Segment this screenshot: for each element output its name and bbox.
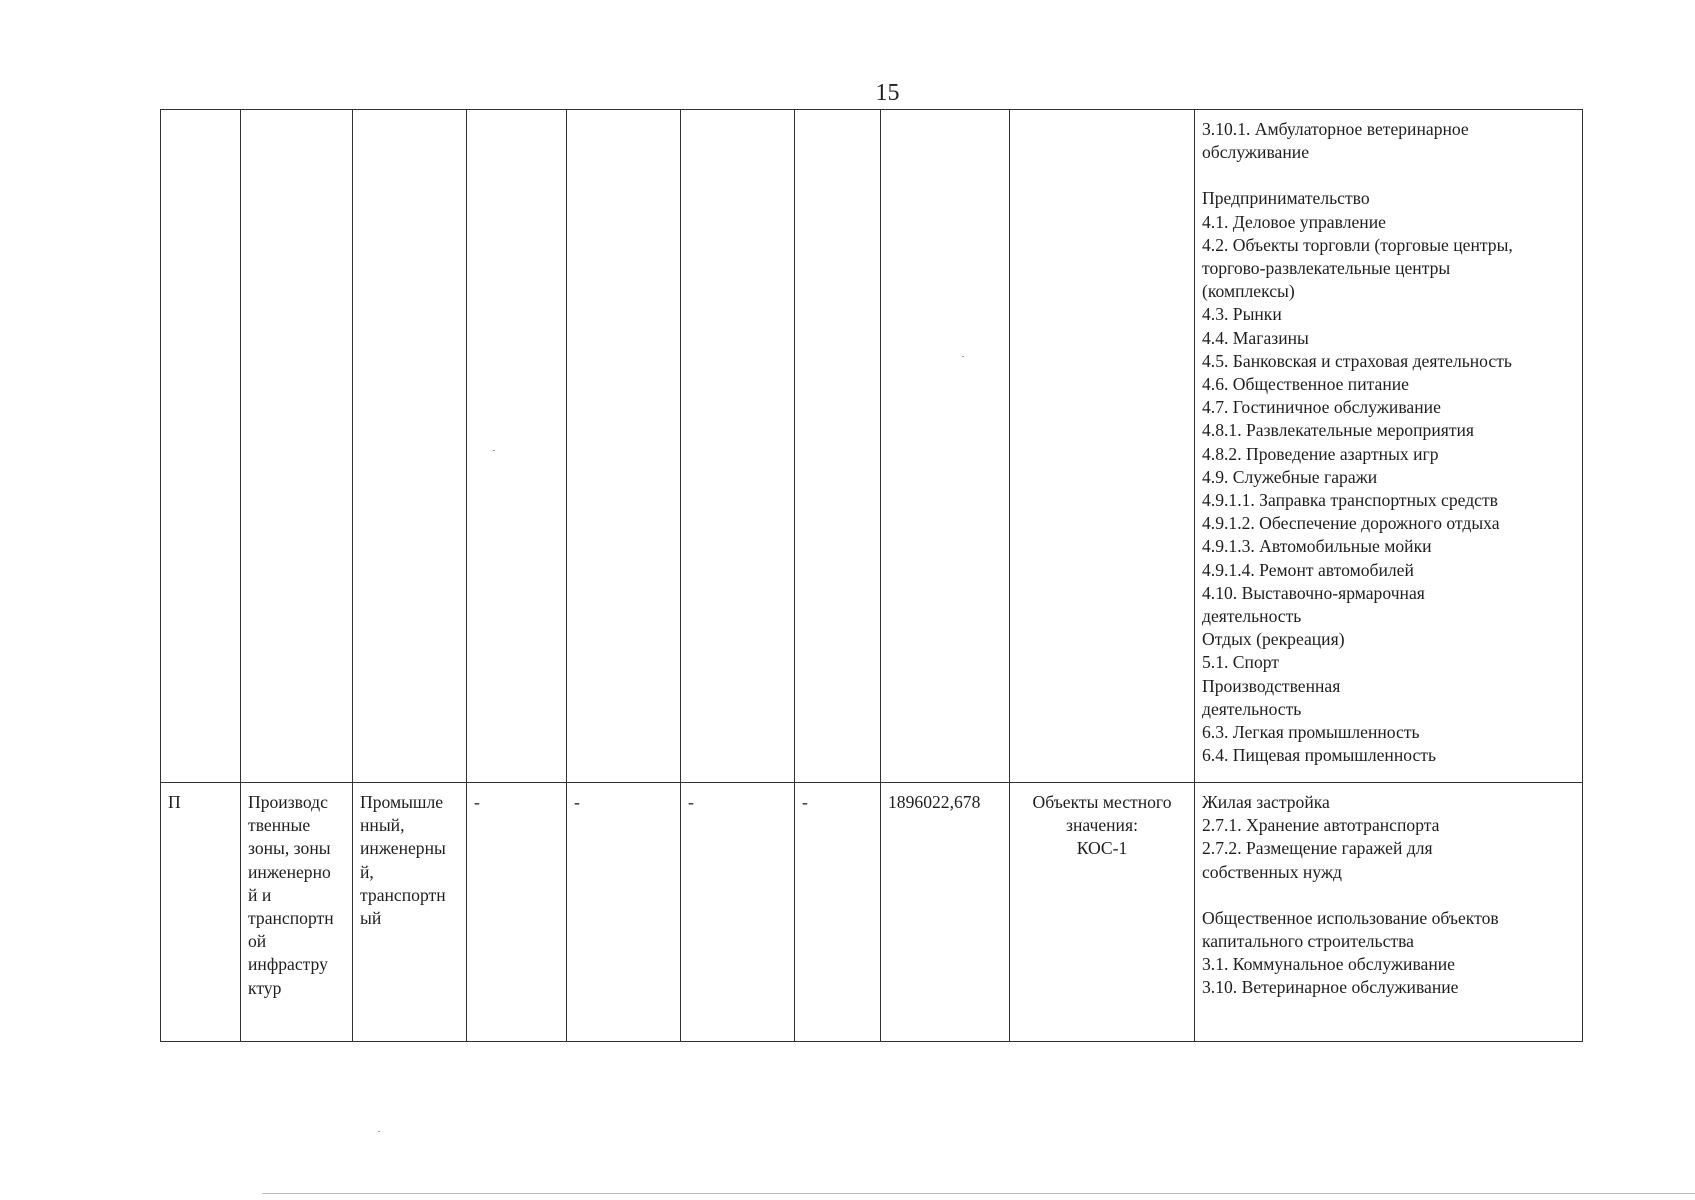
zone-type — [360, 791, 459, 930]
text-line: транспортн — [248, 908, 334, 929]
text-line: 6.3. Легкая промышленность — [1202, 722, 1420, 743]
scan-speck — [962, 356, 964, 357]
text-line: значения: — [1066, 815, 1138, 836]
text-line: Предпринимательство — [1202, 188, 1370, 209]
cell-zone — [241, 110, 353, 783]
text-line: 4.3. Рынки — [1202, 304, 1282, 325]
text-line: 6.4. Пищевая промышленность — [1202, 745, 1436, 766]
text-line: инженерны — [360, 838, 446, 859]
text-line: ктур — [248, 977, 282, 998]
page-number: 15 — [875, 80, 900, 106]
cell-c4 — [467, 110, 567, 783]
text-line: деятельность — [1202, 606, 1302, 627]
text-line: 4.1. Деловое управление — [1202, 211, 1386, 232]
permitted-uses-list — [1202, 791, 1575, 1000]
blank-line — [1202, 884, 1575, 907]
zone-name — [248, 791, 345, 1000]
text-line: й, — [360, 861, 374, 882]
text-line: инженерно — [248, 861, 331, 882]
table-row — [161, 110, 1583, 783]
cell-area: 1896022,678 — [881, 783, 1010, 1042]
cell-objects — [1010, 783, 1195, 1042]
text-line: й и — [248, 884, 272, 905]
text-line: Производственная — [1202, 675, 1341, 696]
text-line: 4.9. Служебные гаражи — [1202, 466, 1378, 487]
cell-permitted-uses — [1195, 783, 1583, 1042]
text-line: (комплексы) — [1202, 281, 1295, 302]
text-line: 4.8.1. Развлекательные мероприятия — [1202, 420, 1475, 441]
text-line: собственных нужд — [1202, 861, 1343, 882]
text-line: КОС-1 — [1076, 838, 1128, 859]
cell-permitted-uses — [1195, 110, 1583, 783]
text-line: инфрастру — [248, 954, 328, 975]
cell-zone — [241, 783, 353, 1042]
cell-objects — [1010, 110, 1195, 783]
cell-c4: - — [467, 783, 567, 1042]
text-line: транспортн — [360, 884, 446, 905]
scan-speck — [378, 1131, 380, 1132]
text-line: ый — [360, 908, 382, 929]
cell-c5: - — [567, 783, 681, 1042]
text-line: Промышле — [360, 792, 444, 812]
text-line: 4.9.1.4. Ремонт автомобилей — [1202, 559, 1414, 580]
text-line: капитального строительства — [1202, 931, 1414, 952]
cell-type — [353, 783, 467, 1042]
cell-code: П — [161, 783, 241, 1042]
text-line: торгово-развлекательные центры — [1202, 258, 1451, 279]
text-line: нный, — [360, 815, 405, 836]
text-line: Производс — [248, 792, 328, 812]
text-line: 4.6. Общественное питание — [1202, 374, 1409, 395]
text-line: обслуживание — [1202, 142, 1309, 163]
text-line: твенные — [248, 815, 311, 836]
text-line: 4.8.2. Проведение азартных игр — [1202, 443, 1439, 464]
text-line: Жилая застройка — [1202, 792, 1330, 812]
cell-area — [881, 110, 1010, 783]
text-line: 2.7.2. Размещение гаражей для — [1202, 838, 1433, 859]
scan-speck — [493, 450, 495, 451]
text-line: 4.9.1.2. Обеспечение дорожного отдыха — [1202, 513, 1500, 534]
cell-code — [161, 110, 241, 783]
text-line: 4.5. Банковская и страховая деятельность — [1202, 350, 1512, 371]
text-line: зоны, зоны — [248, 838, 331, 859]
cell-c7 — [795, 110, 881, 783]
local-objects — [1017, 791, 1187, 861]
text-line: деятельность — [1202, 698, 1302, 719]
text-line: Отдых (рекреация) — [1202, 629, 1345, 650]
text-line: 4.9.1.3. Автомобильные мойки — [1202, 536, 1432, 557]
text-line: 3.1. Коммунальное обслуживание — [1202, 954, 1455, 975]
text-line: 5.1. Спорт — [1202, 652, 1279, 673]
blank-line — [1202, 164, 1575, 187]
scan-bottom-rule — [262, 1193, 1695, 1194]
text-line: Объекты местного — [1032, 792, 1172, 812]
text-line: 4.9.1.1. Заправка транспортных средств — [1202, 490, 1498, 511]
text-line: 3.10. Ветеринарное обслуживание — [1202, 977, 1459, 998]
zones-table — [160, 109, 1583, 1042]
text-line: 2.7.1. Хранение автотранспорта — [1202, 815, 1440, 836]
table-row — [161, 783, 1583, 1042]
text-line: Общественное использование объектов — [1202, 907, 1499, 928]
text-line: 4.10. Выставочно-ярмарочная — [1202, 582, 1425, 603]
text-line: 4.7. Гостиничное обслуживание — [1202, 397, 1441, 418]
text-line: 4.4. Магазины — [1202, 327, 1309, 348]
cell-c6: - — [681, 783, 795, 1042]
text-line: 3.10.1. Амбулаторное ветеринарное — [1202, 119, 1469, 139]
cell-type — [353, 110, 467, 783]
permitted-uses-list — [1202, 118, 1575, 767]
cell-c5 — [567, 110, 681, 783]
text-line: 4.2. Объекты торговли (торговые центры, — [1202, 234, 1513, 255]
cell-c7: - — [795, 783, 881, 1042]
cell-c6 — [681, 110, 795, 783]
text-line: ой — [248, 931, 267, 952]
